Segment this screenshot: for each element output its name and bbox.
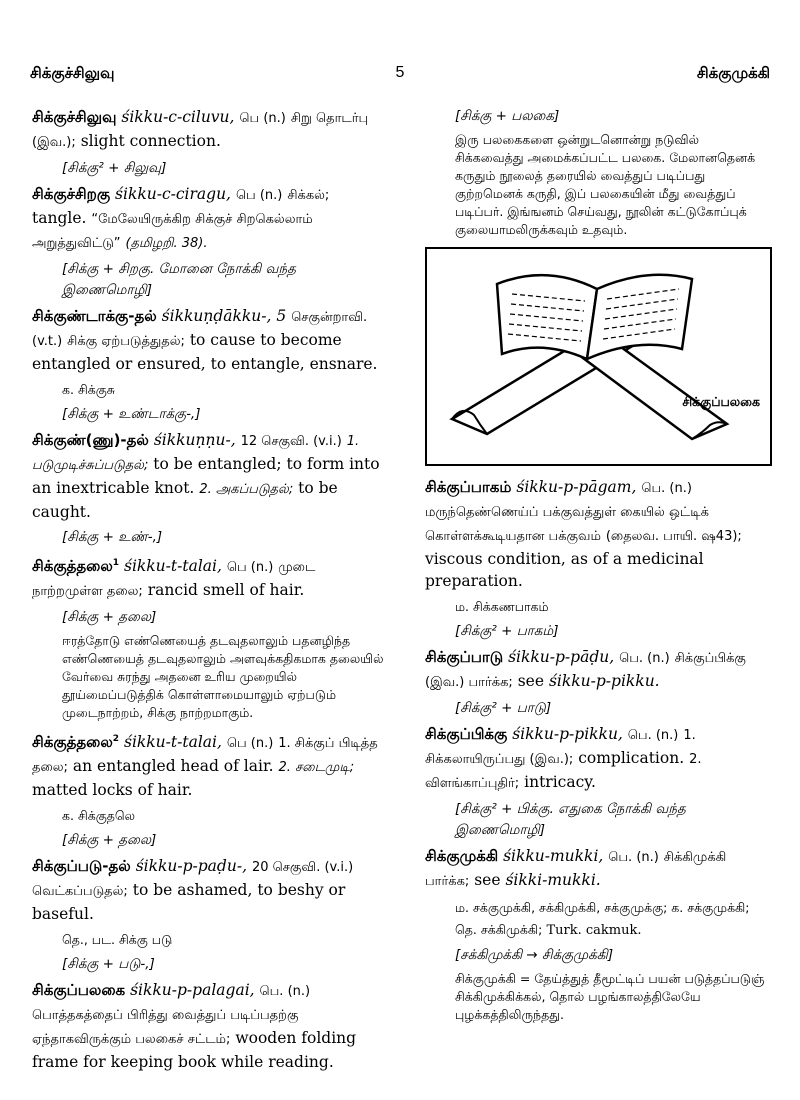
headword: சிக்குச்சிலுவு <box>32 108 117 126</box>
source-citation: (தைலவ. பாயி. ஷ43); <box>605 529 742 544</box>
conjugation-class: 5 <box>276 307 287 325</box>
headword: சிக்குச்சிறகு <box>32 185 111 203</box>
english-definition-2: matted locks of hair. <box>32 781 193 799</box>
english-definition: to be entangled; to form into an inextricable knot. <box>32 455 380 497</box>
explanatory-note: இரு பலகைகளை ஒன்றுடனொன்று நடுவில் சிக்கவைத்து அமைக்கப்பட்ட பலகை. மேலானதெனக் கருதும் நூலைத் தரையில் வைத்துப் படிப்பது குற்றமெனக் கருதி, இப் பலகையின் மீது வைத்துப் படிப்பர். இங்ஙனம் செய்வது, நூலின் கட்டுகோப்புக் குலையாமலிருக்கவும் உதவும். <box>455 132 756 237</box>
tamil-definition: மருந்தெண்ணெய்ப் பக்குவத்துள் கையில் ஒட்டிக் கொள்ளக்கூடியதான பக்குவம் <box>425 505 709 544</box>
english-definition: complication. <box>578 749 685 767</box>
cognate: க. சிக்குசு <box>62 382 115 397</box>
right-column <box>425 106 770 1030</box>
part-of-speech: பெ. (n.) <box>619 651 670 666</box>
cognate: தெ., பட. சிக்கு படு <box>62 932 173 947</box>
cognate-turkish: Turk. cakmuk. <box>546 923 642 938</box>
homograph-number: 1 <box>112 558 120 568</box>
transliteration: śikku-c-ciluvu, <box>121 108 235 126</box>
etymology: [சிக்கு + படு-,] <box>62 956 155 972</box>
source-citation: (தமிழறி. 38). <box>125 236 208 251</box>
headword: சிக்குப்பிக்கு <box>425 725 508 743</box>
entry-sikkunnu <box>32 429 388 523</box>
english-definition: slight connection. <box>80 132 221 150</box>
etymology: [சிக்கு + பலகை] <box>455 108 560 124</box>
tamil-definition-2: 2. சடைமுடி; <box>278 760 355 775</box>
part-of-speech: பெ (n.) <box>235 188 283 203</box>
headword: சிக்குண்டாக்கு-தல் <box>32 307 157 325</box>
english-definition: wooden folding frame for keeping book while reading. <box>32 1029 357 1071</box>
english-definition: see <box>474 871 501 889</box>
cognates <box>455 897 770 941</box>
entry-sikku-p-pagam <box>425 476 770 592</box>
transliteration: śikku-t-talai, <box>123 733 222 751</box>
tamil-definition-2: 2. விளங்காப்புதிர்; <box>425 752 702 791</box>
transliteration: śikku-c-ciragu, <box>115 185 231 203</box>
part-of-speech: பெ (n.) <box>226 560 274 575</box>
cognate: க. சிக்குதலெ <box>62 808 136 823</box>
etymology: [சிக்கு + தலை] <box>62 832 157 848</box>
etymology: [சிக்கு + உண்-,] <box>62 529 163 545</box>
cross-reference: śikku-p-pikku. <box>548 672 660 690</box>
entry-sikku-c-ciluvu <box>32 106 388 154</box>
headword: சிக்குப்பாகம் <box>425 478 512 496</box>
part-of-speech: 20 செகுவி. (v.i.) <box>251 860 354 875</box>
transliteration: śikku-t-talai, <box>123 557 222 575</box>
etymology: [சிக்கு² + பாடு] <box>455 700 552 716</box>
etymology: [சிக்கு² + சிலுவு] <box>62 160 167 176</box>
left-column <box>32 106 388 1077</box>
etymology: [சிக்கு + உண்டாக்கு-,] <box>62 406 201 422</box>
tamil-definition: சிக்கிமுக்கி பார்க்க; <box>425 850 727 889</box>
transliteration: śikku-p-palagai, <box>130 981 255 999</box>
entry-sikku-p-pikku <box>425 723 770 795</box>
entry-sikku-mukki <box>425 845 770 893</box>
etymology: [சிக்கு + சிறகு. மோனை நோக்கி வந்த இணைமொழி] <box>62 261 296 298</box>
tamil-definition: சிறு தொடர்பு (இவ.); <box>32 111 369 150</box>
part-of-speech: பெ. (n.) <box>627 728 679 743</box>
transliteration: śikku-p-pāḍu, <box>508 648 615 666</box>
tamil-definition: முடை நாற்றமுள்ள தலை; <box>32 560 316 599</box>
tamil-definition: 1. சிக்குப் பிடித்த தலை; <box>32 736 378 775</box>
english-definition: viscous condition, as of a medicinal preparation. <box>425 550 704 590</box>
page-number: 5 <box>395 64 405 81</box>
running-head-right: சிக்குமுக்கி <box>696 64 770 82</box>
entry-sikkundakku <box>32 305 388 375</box>
etymology: [சிக்கு + தலை] <box>62 609 157 625</box>
entry-sikku-t-talai-2 <box>32 728 388 801</box>
cognate-list: ம. சக்குமுக்கி, சக்கிமுக்கி, சக்குமுக்கு; க. சக்குமுக்கி; தெ. சக்கிமுக்கி; <box>455 900 750 937</box>
entry-sikku-t-talai-1 <box>32 552 388 603</box>
running-head-left: சிக்குச்சிலுவு <box>30 64 115 82</box>
headword: சிக்குத்தலை$^1$ <box>32 557 120 575</box>
tamil-definition: சிக்கு ஏற்படுத்துதல்; <box>67 334 185 349</box>
tamil-definition-2: 2. அகப்படுதல்; <box>199 482 294 497</box>
tamil-definition: வெட்கப்படுதல்; <box>32 884 128 899</box>
usage-quote: “மேலேயிருக்கிற சிக்குச் சிறகெல்லாம் அறுத்துவிட்டு” <box>32 212 313 251</box>
transliteration: śikku-mukki, <box>503 847 604 865</box>
transliteration: śikku-p-paḍu-, <box>135 857 247 875</box>
etymology: [சக்கிமுக்கி → சிக்குமுக்கி] <box>455 947 614 963</box>
cognate: ம. சிக்கணபாகம் <box>455 599 549 614</box>
english-definition-2: to be caught. <box>32 479 338 521</box>
transliteration: śikkuṇḍākku-, <box>161 307 272 325</box>
tamil-definition: 1. சிக்கலாயிருப்பது (இவ.); <box>425 728 696 767</box>
part-of-speech: பெ. (n.) <box>641 481 692 496</box>
explanatory-note: ஈரத்தோடு எண்ணெயைத் தடவுதலாலும் பதனழிந்த எண்ணெயைத் தடவுதலாலும் அளவுக்கதிகமாக தலையில் வேர்வை சுரந்து அதனை உரிய முறையில் தூய்மைப்படுத்திக் கொள்ளாமையாலும் ஏற்படும் முடைநாற்றம், சிக்கு நாற்றமாகும். <box>62 633 384 720</box>
headword: சிக்குமுக்கி <box>425 847 499 865</box>
tamil-definition: 1. படுமுடிச்சுப்படுதல்; <box>32 434 360 473</box>
english-definition: to be ashamed, to beshy or baseful. <box>32 881 346 923</box>
english-definition: see <box>517 672 545 690</box>
part-of-speech: பெ (n.) <box>226 736 274 751</box>
headword: சிக்குப்படு-தல் <box>32 857 131 875</box>
headword: சிக்குத்தலை$^2$ <box>32 733 120 751</box>
part-of-speech: பெ (n.) <box>239 111 286 126</box>
book-stand-illustration <box>425 247 772 466</box>
entry-sikku-p-padu-noun <box>425 646 770 694</box>
english-definition: to cause to become entangled or ensured, to entangle, ensnare. <box>32 331 378 373</box>
transliteration: śikku-p-pāgam, <box>516 478 637 496</box>
transliteration: śikku-p-pikku, <box>512 725 623 743</box>
cross-reference: śikki-mukki. <box>505 871 601 889</box>
figure-caption: சிக்குப்பலகை <box>682 394 760 409</box>
english-definition: an entangled head of lair. <box>72 757 274 775</box>
tamil-definition: சிக்குப்பிக்கு (இவ.) பார்க்க; <box>425 651 746 690</box>
transliteration: śikkuṇṇu-, <box>153 431 236 449</box>
homograph-number: 2 <box>112 734 120 744</box>
headword: சிக்குப்பலகை <box>32 981 126 999</box>
entry-sikku-c-ciragu <box>32 183 388 255</box>
explanatory-note: சிக்குமுக்கி = தேய்த்துத் தீமூட்டிப் பயன் படுத்தப்படுஞ் சிக்கிமுக்கிக்கல், தொல் பழங்காலத்திலேயே புழக்கத்திலிருந்தது. <box>455 971 765 1022</box>
book-stand-drawing <box>427 249 770 464</box>
tamil-definition: பொத்தகத்தைப் பிரித்து வைத்துப் படிப்பதற்கு ஏந்தாகவிருக்கும் பலகைச் சட்டம்; <box>32 1008 299 1047</box>
headword: சிக்குண்(ணு)-தல் <box>32 431 149 449</box>
english-definition: tangle. <box>32 209 87 227</box>
english-definition-2: intricacy. <box>524 773 596 791</box>
part-of-speech: பெ. (n.) <box>259 984 311 999</box>
entry-sikku-p-padu <box>32 855 388 925</box>
tamil-definition: சிக்கல்; <box>287 188 330 203</box>
english-definition: rancid smell of hair. <box>147 581 305 599</box>
part-of-speech: பெ. (n.) <box>608 850 659 865</box>
etymology: [சிக்கு² + பிக்கு. எதுகை நோக்கி வந்த இணைமொழி] <box>455 801 686 838</box>
entry-sikku-p-palagai <box>32 979 388 1073</box>
etymology: [சிக்கு² + பாகம்] <box>455 623 559 639</box>
headword: சிக்குப்பாடு <box>425 648 504 666</box>
part-of-speech: செகுன்றாவி. (v.t.) <box>32 310 368 349</box>
part-of-speech: 12 செகுவி. (v.i.) <box>240 434 342 449</box>
